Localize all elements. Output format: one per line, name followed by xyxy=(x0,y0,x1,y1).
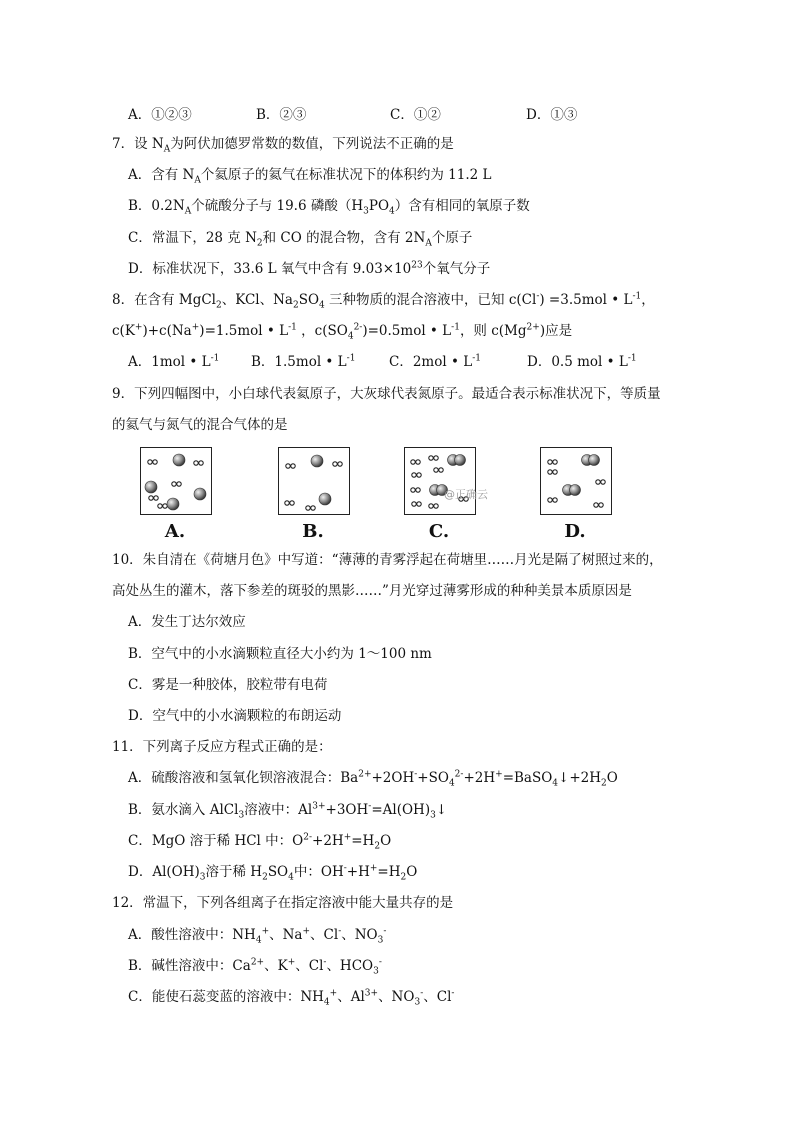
q6-option-a: A．①②③ xyxy=(128,107,192,123)
q12-option-a: A．酸性溶液中：$NH_4^+$、Na+、Cl-、$NO_3^-$ xyxy=(128,926,387,946)
q8-stem-line2: c(K+)+c(Na+)=1.5mol • $L^{-1}$ ，$c(SO_4^{2-})=0.5mol$ • $L^{-1}$，则 $c(Mg^{2+})$应是 xyxy=(112,322,573,342)
q11-option-b: B．氨水滴入 AlCl$_3$溶液中：$Al^{3+}+3OH^-=Al(OH)_3↓$ xyxy=(128,801,448,821)
q6-option-d: D．①③ xyxy=(526,107,578,123)
watermark: @正确云 xyxy=(444,488,488,501)
figure-box-d xyxy=(540,447,612,515)
q11-option-a: A．硫酸溶液和氢氧化钡溶液混合：$Ba^{2+}+2OH^-+SO_4^{2-}+2H^+=BaSO_4↓+2H_2O$ xyxy=(128,769,618,789)
q12-stem: 12．常温下，下列各组离子在指定溶液中能大量共存的是 xyxy=(112,895,454,911)
q8-stem-line1: 8．在含有 MgCl$_2$、KCl、$Na_2SO_4$ 三种物质的混合溶液中，已知 c(Cl-) =3.5mol • $L^{-1}$， xyxy=(112,291,655,311)
caption-c: C. xyxy=(428,521,450,542)
particles-a xyxy=(141,448,211,514)
q7-option-d: D．标准状况下，33.6 L 氧气中含有 $9.03\times 10^{23}$个氧气分子 xyxy=(128,260,491,277)
q8-option-c: C．2mol • $L^{-1}$ xyxy=(389,353,481,370)
q9-stem-line1: 9．下列四幅图中，小白球代表氦原子，大灰球代表氮原子。最适合表示标准状况下，等质量 xyxy=(112,386,661,402)
q10-option-c: C．雾是一种胶体，胶粒带有电荷 xyxy=(128,677,328,693)
particles-d xyxy=(541,448,611,514)
q10-stem-line1: 10．朱自清在《荷塘月色》中写道：“薄薄的青雾浮起在荷塘里……月光是隔了树照过来的， xyxy=(112,552,663,568)
caption-d: D. xyxy=(564,521,586,542)
q7-option-c: C．常温下，28 克 $N_2$和 CO 的混合物，含有 $2N_A$个原子 xyxy=(128,230,473,249)
q7-option-b: B．$0.2N_A$个硫酸分子与 19.6 磷酸$(H_3PO_4)$含有相同的氧原子数 xyxy=(128,198,530,217)
q12-option-c: C．能使石蕊变蓝的溶液中：$NH_4^+$、$Al^{3+}$、$NO_3^-$、Cl- xyxy=(128,988,455,1008)
particles-c xyxy=(405,448,475,514)
q10-option-a: A．发生丁达尔效应 xyxy=(128,614,246,630)
q9-stem-line2: 的氦气与氮气的混合气体的是 xyxy=(112,417,288,433)
q6-option-b: B．②③ xyxy=(256,107,307,123)
q6-option-c: C．①② xyxy=(390,107,441,123)
q8-option-d: D．0.5 mol • $L^{-1}$ xyxy=(527,353,637,370)
q6-options xyxy=(128,103,688,121)
q10-option-b: B．空气中的小水滴颗粒直径大小约为 1～100 nm xyxy=(128,646,432,662)
caption-a: A. xyxy=(164,521,186,542)
q7-option-a: A．含有 $N_A$个氦原子的氦气在标准状况下的体积约为 11.2 L xyxy=(128,167,492,186)
q11-option-c: C．MgO 溶于稀 HCl 中：$O^{2-}+2H^+=H_2O$ xyxy=(128,832,392,852)
q8-option-b: B．1.5mol • $L^{-1}$ xyxy=(251,353,356,370)
q9-figures xyxy=(0,447,794,547)
q12-option-b: B．碱性溶液中：$Ca^{2+}$、K+、Cl-、$HCO_3^-$ xyxy=(128,957,382,977)
q8-option-a: A．1mol • $L^{-1}$ xyxy=(128,353,220,370)
particles-b xyxy=(279,448,349,514)
figure-box-b xyxy=(278,447,350,515)
figure-box-a xyxy=(140,447,212,515)
q11-stem: 11．下列离子反应方程式正确的是： xyxy=(112,739,332,755)
q11-option-d: D．$Al(OH)_3$溶于稀 $H_2SO_4$中：$OH^-+H^+=H_2O$ xyxy=(128,863,418,883)
figure-box-c xyxy=(404,447,476,515)
q10-stem-line2: 高处丛生的灌木，落下参差的斑驳的黑影……”月光穿过薄雾形成的种种美景本质原因是 xyxy=(112,583,632,599)
caption-b: B. xyxy=(302,521,324,542)
q7-stem: 7．设 $N_A$为阿伏加德罗常数的数值，下列说法不正确的是 xyxy=(112,136,454,155)
q10-option-d: D．空气中的小水滴颗粒的布朗运动 xyxy=(128,708,342,724)
